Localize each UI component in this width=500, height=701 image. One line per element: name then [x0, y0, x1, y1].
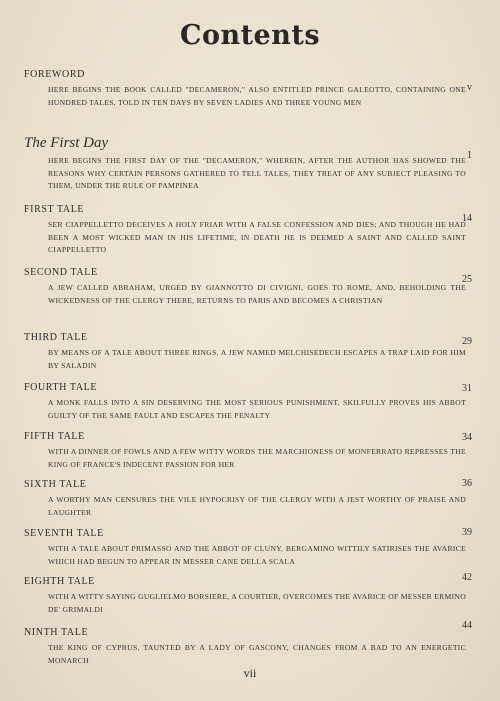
entry-description: WITH A TALE ABOUT PRIMASSO AND THE ABBOT OF CLUNY, BERGAMINO WITTILY SATIRISES THE AVARICE WHICH HAD BEGUN TO APPEAR IN MESSER CANE DELLA SCALA [48, 544, 466, 566]
entry-page-number: 42 [462, 572, 472, 583]
toc-entry-first-tale [24, 203, 472, 257]
toc-entry-ninth-tale [24, 620, 472, 667]
entry-heading: THIRD TALE [24, 332, 88, 343]
entry-heading: SIXTH TALE [24, 479, 87, 490]
entry-page-number: 1 [467, 150, 472, 161]
toc-entry-third-tale [24, 331, 472, 372]
entry-heading: FOURTH TALE [24, 382, 98, 393]
entry-description: HERE BEGINS THE BOOK CALLED "DECAMERON," ALSO ENTITLED PRINCE GALEOTTO, CONTAINING ONE HUNDRED TALES, TOLD IN TEN DAYS BY SEVEN LADIES AND THREE YOUNG MEN [48, 85, 466, 107]
entry-page-number: 39 [462, 527, 472, 538]
entry-description: A WORTHY MAN CENSURES THE VILE HYPOCRISY OF THE CLERGY WITH A JEST WORTHY OF PRAISE AND LAUGHTER [48, 495, 466, 517]
entry-page-number: 34 [462, 432, 472, 443]
entry-page-number: 14 [462, 213, 472, 224]
entry-page-number: 31 [462, 383, 472, 394]
toc-entry-sixth-tale [24, 478, 472, 519]
toc-entry-fourth-tale [24, 381, 472, 422]
toc-entry-eighth-tale [24, 572, 472, 616]
toc-entry-foreword [24, 68, 472, 109]
entry-page-number: 36 [462, 478, 472, 489]
entry-description: SER CIAPPELLETTO DECEIVES A HOLY FRIAR WITH A FALSE CONFESSION AND DIES; AND THOUGH HE HAD BEEN A MOST WICKED MAN IN HIS LIFETIME, IN DEATH HE IS DEEMED A SAINT AND CALLED SAINT CIAPPELLETTO [48, 220, 466, 255]
entry-description: WITH A WITTY SAYING GUGLIELMO BORSIERE, A COURTIER, OVERCOMES THE AVARICE OF MESSER ERMINO DE' GRIMALDI [48, 592, 466, 614]
entry-description: WITH A DINNER OF FOWLS AND A FEW WITTY WORDS THE MARCHIONESS OF MONFERRATO REPRESSES THE KING OF FRANCE'S INDECENT PASSION FOR HER [48, 447, 466, 469]
toc-entry-fifth-tale [24, 430, 472, 471]
entry-description: A JEW CALLED ABRAHAM, URGED BY GIANNOTTO DI CIVIGNI, GOES TO ROME, AND, BEHOLDING THE WICKEDNESS OF THE CLERGY THERE, RETURNS TO PARIS AND BECOMES A CHRISTIAN [48, 283, 466, 305]
entry-description: THE KING OF CYPRUS, TAUNTED BY A LADY OF GASCONY, CHANGES FROM A BAD TO AN ENERGETIC MONARCH [48, 643, 466, 665]
entry-heading: SEVENTH TALE [24, 528, 104, 539]
entry-page-number: 44 [462, 620, 472, 631]
entry-description: BY MEANS OF A TALE ABOUT THREE RINGS, A JEW NAMED MELCHISEDECH ESCAPES A TRAP LAID FOR HIM BY SALADIN [48, 348, 466, 370]
entry-page-number: 25 [462, 274, 472, 285]
entry-heading: SECOND TALE [24, 267, 98, 278]
toc-entry-second-tale [24, 266, 472, 307]
entry-heading: EIGHTH TALE [24, 576, 95, 587]
toc-entry-first-day [24, 134, 472, 193]
page-folio: vii [243, 666, 257, 680]
entry-heading: The First Day [24, 135, 109, 151]
entry-heading: FOREWORD [24, 69, 85, 80]
toc-entry-seventh-tale [24, 527, 472, 568]
entry-page-number: v [467, 82, 472, 93]
page-title: Contents [179, 20, 321, 51]
entry-heading: FIFTH TALE [24, 431, 85, 442]
entry-heading: NINTH TALE [24, 627, 89, 638]
entry-heading: FIRST TALE [24, 204, 85, 215]
entry-description: HERE BEGINS THE FIRST DAY OF THE "DECAMERON," WHEREIN, AFTER THE AUTHOR HAS SHOWED THE REASONS WHY CERTAIN PERSONS GATHERED TO TELL TALES, THEY TREAT OF ANY SUBJECT PLEASING TO THEM, UNDER THE RULE OF PAMPINEA [48, 156, 466, 191]
entry-page-number: 29 [462, 336, 472, 347]
entry-description: A MONK FALLS INTO A SIN DESERVING THE MOST SERIOUS PUNISHMENT, SKILFULLY PROVES HIS ABBOT GUILTY OF THE SAME FAULT AND ESCAPES THE PENALTY [48, 398, 466, 420]
